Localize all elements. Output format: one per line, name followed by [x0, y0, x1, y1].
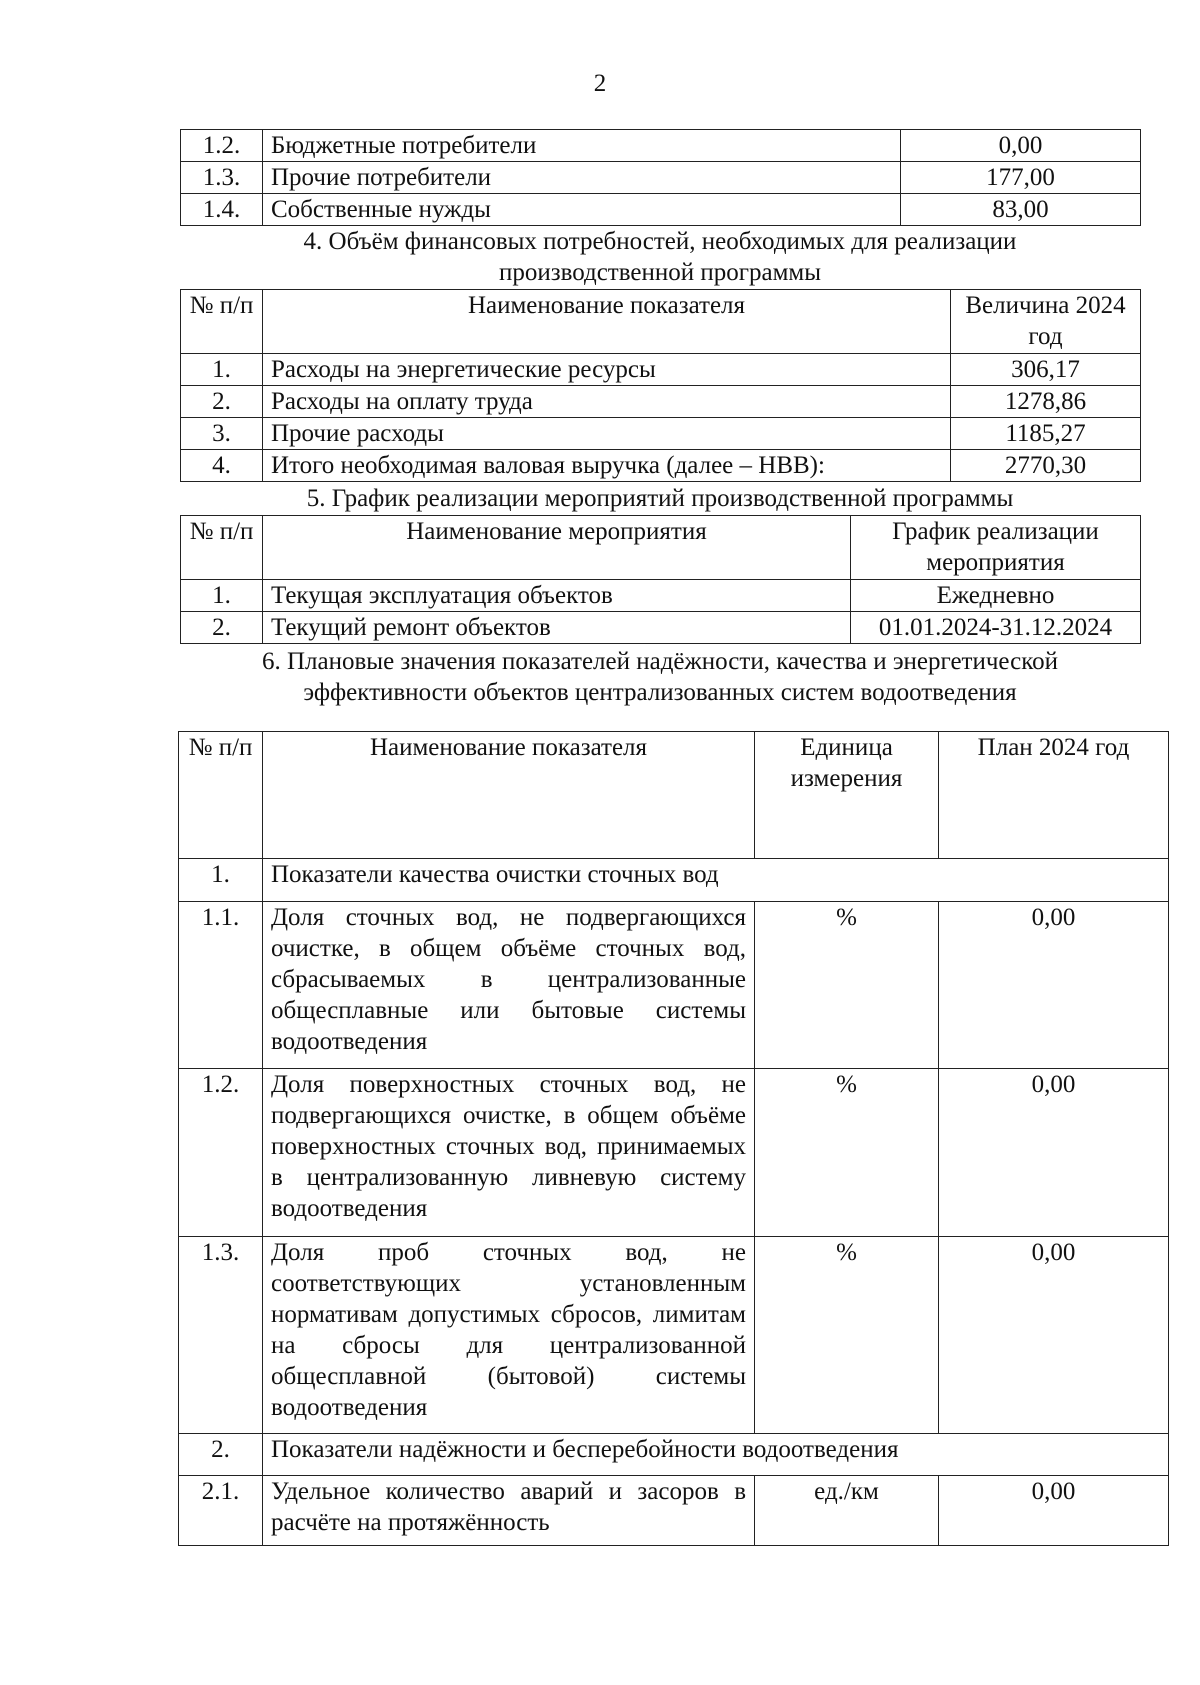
row-value: 306,17: [951, 354, 1141, 386]
row-name: Прочие потребители: [263, 162, 901, 194]
table-row: [181, 354, 1141, 386]
table-row: [179, 1237, 1169, 1434]
row-name: Доля сточных вод, не подвергающихся очистке, в общем объёме сточных вод, сбрасываемых в централизованные общесплавные или бытовые системы водоотведения: [263, 902, 755, 1069]
row-schedule: Ежедневно: [851, 580, 1141, 612]
row-name: Удельное количество аварий и засоров в расчёте на протяжённость: [263, 1476, 755, 1546]
row-number: 1.: [181, 580, 263, 612]
table-row: [181, 450, 1141, 482]
schedule-table: [180, 515, 1141, 644]
row-number: 1.4.: [181, 194, 263, 226]
row-name: Расходы на энергетические ресурсы: [263, 354, 951, 386]
header-unit: Единица измерения: [755, 732, 939, 859]
row-number: 1.2.: [179, 1069, 263, 1237]
row-name: Текущая эксплуатация объектов: [263, 580, 851, 612]
financial-needs-table: [180, 289, 1141, 482]
consumers-table: [180, 129, 1141, 226]
table-row: [181, 580, 1141, 612]
row-unit: %: [755, 1237, 939, 1434]
header-schedule: График реализации мероприятия: [851, 516, 1141, 580]
table-group-row: [179, 1434, 1169, 1476]
header-number: № п/п: [181, 516, 263, 580]
group-number: 2.: [179, 1434, 263, 1476]
table-row: [181, 612, 1141, 644]
row-number: 2.: [181, 386, 263, 418]
table-group-row: [179, 859, 1169, 902]
section4-title-line1: 4. Объём финансовых потребностей, необходимых для реализации: [303, 228, 1017, 255]
row-name: Бюджетные потребители: [263, 130, 901, 162]
row-value: 1278,86: [951, 386, 1141, 418]
row-number: 1.3.: [179, 1237, 263, 1434]
row-number: 2.: [181, 612, 263, 644]
row-value: 1185,27: [951, 418, 1141, 450]
group-name: Показатели надёжности и бесперебойности водоотведения: [263, 1434, 1169, 1476]
header-name: Наименование показателя: [263, 732, 755, 859]
header-name: Наименование мероприятия: [263, 516, 851, 580]
section4-title: [180, 226, 1140, 288]
table-row: [179, 1069, 1169, 1237]
table-row: [179, 902, 1169, 1069]
table-row: [181, 386, 1141, 418]
row-number: 2.1.: [179, 1476, 263, 1546]
row-schedule: 01.01.2024-31.12.2024: [851, 612, 1141, 644]
row-number: 3.: [181, 418, 263, 450]
header-name: Наименование показателя: [263, 290, 951, 354]
row-value: 0,00: [901, 130, 1141, 162]
row-unit: ед./км: [755, 1476, 939, 1546]
row-value: 2770,30: [951, 450, 1141, 482]
row-unit: %: [755, 902, 939, 1069]
row-number: 1.: [181, 354, 263, 386]
page-number: 2: [593, 70, 607, 97]
group-number: 1.: [179, 859, 263, 902]
header-value: Величина 2024 год: [951, 290, 1141, 354]
row-name: Итого необходимая валовая выручка (далее – НВВ):: [263, 450, 951, 482]
row-name: Текущий ремонт объектов: [263, 612, 851, 644]
section6-title-line2: эффективности объектов централизованных систем водоотведения: [303, 679, 1017, 706]
table-row: [181, 194, 1141, 226]
header-plan: План 2024 год: [939, 732, 1169, 859]
row-number: 1.1.: [179, 902, 263, 1069]
header-number: № п/п: [181, 290, 263, 354]
section6-title: [180, 646, 1140, 708]
row-number: 1.2.: [181, 130, 263, 162]
row-value: 83,00: [901, 194, 1141, 226]
table-row: [181, 418, 1141, 450]
table-header-row: [181, 516, 1141, 580]
table-row: [181, 130, 1141, 162]
row-plan: 0,00: [939, 1237, 1169, 1434]
row-name: Доля проб сточных вод, не соответствующих установленным нормативам допустимых сбросов, лимитам на сбросы для централизованной общесплавной (бытовой) системы водоотведения: [263, 1237, 755, 1434]
indicators-table: [178, 731, 1169, 1546]
row-name: Прочие расходы: [263, 418, 951, 450]
row-number: 4.: [181, 450, 263, 482]
row-plan: 0,00: [939, 1476, 1169, 1546]
row-name: Доля поверхностных сточных вод, не подвергающихся очистке, в общем объёме поверхностных сточных вод, принимаемых в централизованную ливневую систему водоотведения: [263, 1069, 755, 1237]
row-number: 1.3.: [181, 162, 263, 194]
row-plan: 0,00: [939, 902, 1169, 1069]
group-name: Показатели качества очистки сточных вод: [263, 859, 1169, 902]
row-plan: 0,00: [939, 1069, 1169, 1237]
section6-title-line1: 6. Плановые значения показателей надёжности, качества и энергетической: [261, 648, 1059, 675]
row-name: Расходы на оплату труда: [263, 386, 951, 418]
table-header-row: [181, 290, 1141, 354]
row-value: 177,00: [901, 162, 1141, 194]
row-unit: %: [755, 1069, 939, 1237]
section5-title: 5. График реализации мероприятий производственной программы: [306, 485, 1014, 512]
row-name: Собственные нужды: [263, 194, 901, 226]
table-row: [179, 1476, 1169, 1546]
table-header-row: [179, 732, 1169, 859]
header-number: № п/п: [179, 732, 263, 859]
table-row: [181, 162, 1141, 194]
section4-title-line2: производственной программы: [498, 259, 822, 286]
